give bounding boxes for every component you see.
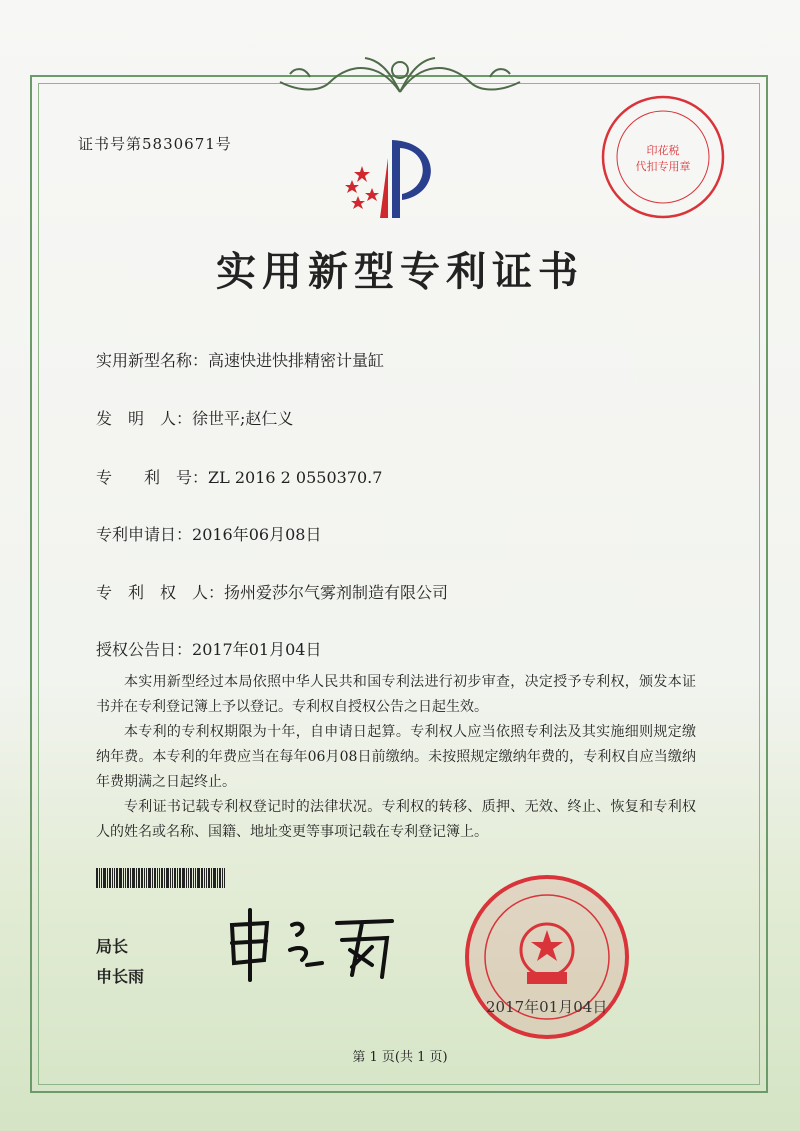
certificate-title: 实用新型专利证书 bbox=[216, 248, 584, 295]
barcode-bar bbox=[182, 868, 185, 888]
body-paragraph: 本实用新型经过本局依照中华人民共和国专利法进行初步审查，决定授予专利权，颁发本证书并在专利登记簿上予以登记。专利权自授权公告之日起生效。 bbox=[96, 674, 696, 715]
barcode-bar bbox=[217, 868, 218, 888]
barcode-bar bbox=[170, 868, 171, 888]
field-label: 授权公告日： bbox=[96, 640, 193, 659]
barcode-bar bbox=[197, 868, 200, 888]
barcode-bar bbox=[164, 868, 165, 888]
barcode-bar bbox=[109, 868, 111, 888]
barcode-bar bbox=[213, 868, 216, 888]
barcode-bar bbox=[193, 868, 194, 888]
field-label: 发 明 人： bbox=[96, 409, 193, 428]
field-value: 徐世平;赵仁义 bbox=[192, 409, 294, 428]
field-value: 高速快进快排精密计量缸 bbox=[208, 351, 385, 370]
field-label: 专利申请日： bbox=[96, 525, 193, 544]
utility-model-name-field bbox=[96, 348, 384, 371]
director-title: 局长 bbox=[96, 937, 129, 956]
barcode-bar bbox=[177, 868, 178, 888]
barcode-bar bbox=[204, 868, 205, 888]
barcode-bar bbox=[206, 868, 207, 888]
grant-date-field bbox=[96, 637, 321, 660]
barcode-icon bbox=[96, 868, 302, 888]
field-label: 实用新型名称： bbox=[96, 351, 209, 370]
barcode-bar bbox=[101, 868, 102, 888]
body-paragraph: 专利证书记载专利权登记时的法律状况。专利权的转移、质押、无效、终止、恢复和专利权人的姓名或名称、国籍、地址变更等事项记载在专利登记簿上。 bbox=[96, 799, 696, 840]
page-number: 第 1 页(共 1 页) bbox=[352, 1050, 448, 1065]
barcode-bar bbox=[157, 868, 158, 888]
field-label: 专 利 权 人： bbox=[96, 583, 225, 602]
barcode-bar bbox=[146, 868, 147, 888]
barcode-bar bbox=[154, 868, 156, 888]
barcode-bar bbox=[224, 868, 225, 888]
director-block bbox=[96, 932, 144, 992]
barcode-bar bbox=[112, 868, 113, 888]
body-paragraph: 本专利的专利权期限为十年，自申请日起算。专利权人应当依照专利法及其实施细则规定缴纳年费。本专利的年费应当在每年06月08日前缴纳。未按照规定缴纳年费的，专利权自应当缴纳年费期满之日起终止。 bbox=[96, 724, 696, 790]
barcode-bar bbox=[138, 868, 140, 888]
barcode-bar bbox=[201, 868, 203, 888]
barcode-bar bbox=[219, 868, 221, 888]
barcode-bar bbox=[103, 868, 106, 888]
field-label: 专 利 号： bbox=[96, 468, 209, 487]
barcode-bar bbox=[130, 868, 131, 888]
barcode-bar bbox=[96, 868, 98, 888]
barcode-bar bbox=[114, 868, 115, 888]
barcode-bar bbox=[99, 868, 100, 888]
inventor-field bbox=[96, 406, 293, 429]
filing-date-field bbox=[96, 522, 321, 545]
barcode-bar bbox=[119, 868, 122, 888]
field-value: 扬州爱莎尔气雾剂制造有限公司 bbox=[224, 583, 449, 602]
barcode-bar bbox=[211, 868, 212, 888]
barcode-bar bbox=[166, 868, 169, 888]
field-value: 2017年01月04日 bbox=[192, 640, 322, 659]
tax-stamp-icon bbox=[598, 92, 728, 222]
patent-number-field bbox=[96, 465, 382, 488]
barcode-bar bbox=[174, 868, 176, 888]
barcode-bar bbox=[161, 868, 163, 888]
barcode-bar bbox=[144, 868, 145, 888]
director-name: 申长雨 bbox=[96, 967, 145, 986]
barcode-bar bbox=[195, 868, 196, 888]
barcode-bar bbox=[116, 868, 118, 888]
barcode-bar bbox=[123, 868, 124, 888]
signature-icon bbox=[222, 905, 402, 985]
patentee-field bbox=[96, 580, 448, 603]
svg-text:代扣专用章: 代扣专用章 bbox=[635, 160, 691, 173]
barcode-bar bbox=[107, 868, 108, 888]
seal-date: 2017年01月04日 bbox=[486, 998, 608, 1016]
barcode-bar bbox=[125, 868, 126, 888]
barcode-bar bbox=[179, 868, 181, 888]
barcode-bar bbox=[208, 868, 210, 888]
barcode-bar bbox=[152, 868, 153, 888]
barcode-bar bbox=[172, 868, 173, 888]
field-value: 2016年06月08日 bbox=[192, 525, 322, 544]
barcode-bar bbox=[186, 868, 187, 888]
svg-text:印花税: 印花税 bbox=[646, 144, 680, 157]
barcode-bar bbox=[141, 868, 143, 888]
barcode-bar bbox=[188, 868, 189, 888]
barcode-bar bbox=[148, 868, 151, 888]
barcode-bar bbox=[136, 868, 137, 888]
certificate-number: 证书号第5830671号 bbox=[78, 135, 232, 153]
barcode-bar bbox=[159, 868, 160, 888]
cnipa-logo-icon bbox=[330, 128, 440, 228]
barcode-bar bbox=[127, 868, 129, 888]
barcode-bar bbox=[132, 868, 135, 888]
barcode-bar bbox=[222, 868, 223, 888]
top-ornament-icon bbox=[270, 52, 530, 98]
field-value: ZL 2016 2 0550370.7 bbox=[208, 468, 383, 487]
certificate-body bbox=[96, 670, 696, 845]
barcode-bar bbox=[190, 868, 192, 888]
